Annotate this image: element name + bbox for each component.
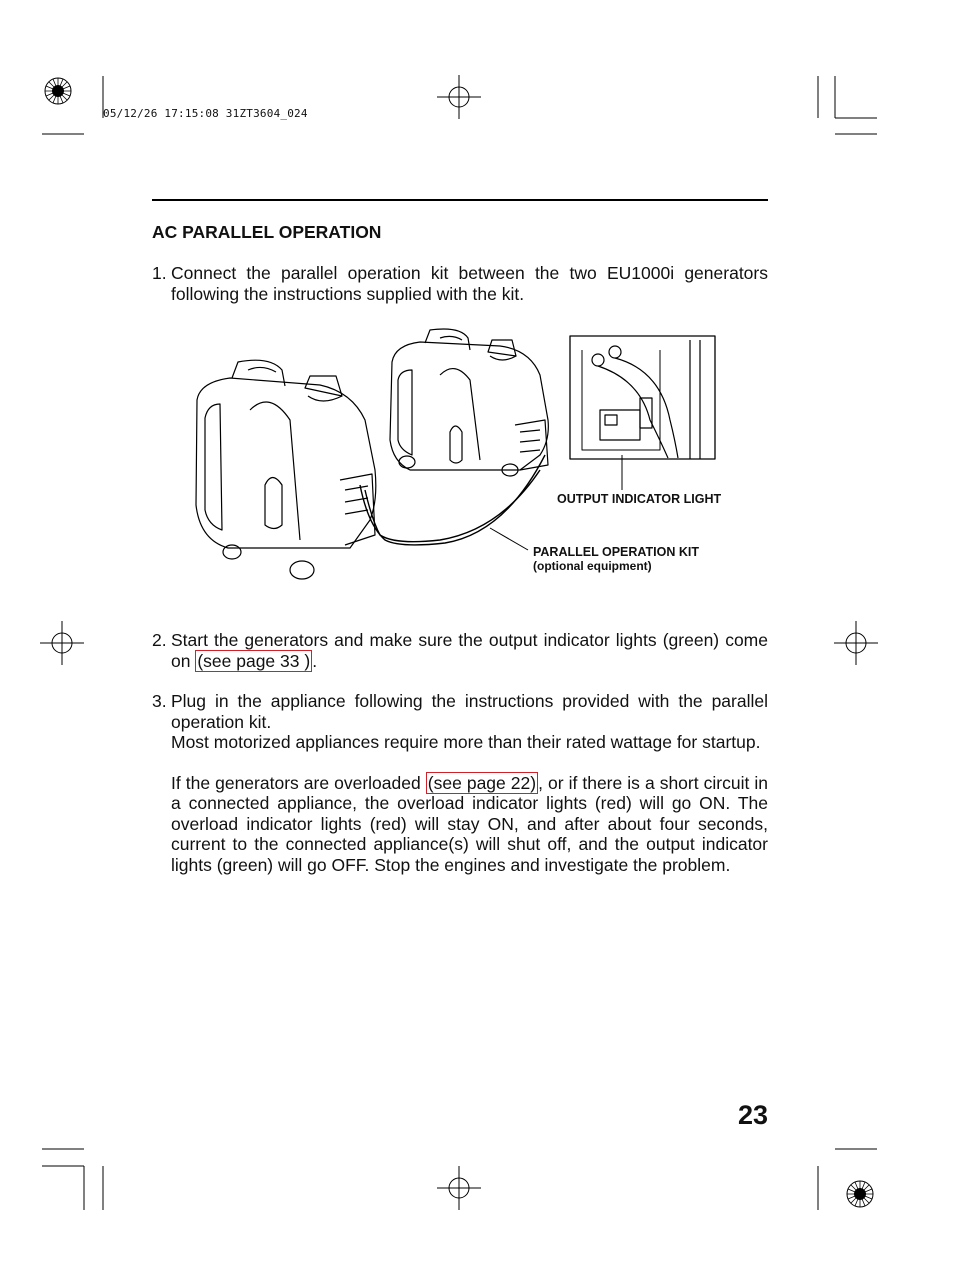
step-text: Plug in the appliance following the instructions provided with the parallel operation kit. — [171, 691, 768, 732]
step-number: 3. — [152, 691, 167, 711]
callout-optional-equipment: (optional equipment) — [533, 559, 652, 573]
step-number: 1. — [152, 263, 167, 283]
see-page-22-link[interactable]: (see page 22) — [427, 772, 537, 793]
step-number: 2. — [152, 630, 167, 650]
step-text-part: , or if there is a short circuit in a connected appliance, the overload indicator lights (red) will go ON. The overload indicator lights (red) will stay ON, and after about four seconds, current to the connected appliance(s) will shut off, and the output indicator lights (green) will go OFF. Stop the engines and investigate the problem. — [171, 772, 768, 875]
step-2 — [152, 630, 768, 671]
step-3 — [152, 691, 768, 875]
section-title: AC PARALLEL OPERATION — [152, 222, 382, 242]
print-stamp: 05/12/26 17:15:08 31ZT3604_024 — [103, 107, 308, 120]
step-text — [171, 630, 768, 671]
callout-parallel-operation-kit: PARALLEL OPERATION KIT — [533, 545, 699, 559]
overload-paragraph — [171, 773, 768, 876]
step-text: Connect the parallel operation kit between the two EU1000i generators following the instructions supplied with the kit. — [171, 263, 768, 304]
page-number: 23 — [738, 1100, 769, 1130]
see-page-33-link[interactable]: (see page 33 ) — [197, 650, 311, 671]
generator-rear-drawing — [390, 329, 548, 476]
step-text: Most motorized appliances require more than their rated wattage for startup. — [171, 732, 761, 752]
step-text-part: If the generators are overloaded — [171, 772, 426, 793]
generator-front-drawing — [196, 360, 376, 579]
step-text-part: . — [312, 650, 318, 671]
step-text-part: Start the generators and make sure the output indicator lights (green) come on — [171, 630, 768, 671]
callout-output-indicator-light: OUTPUT INDICATOR LIGHT — [557, 492, 722, 506]
